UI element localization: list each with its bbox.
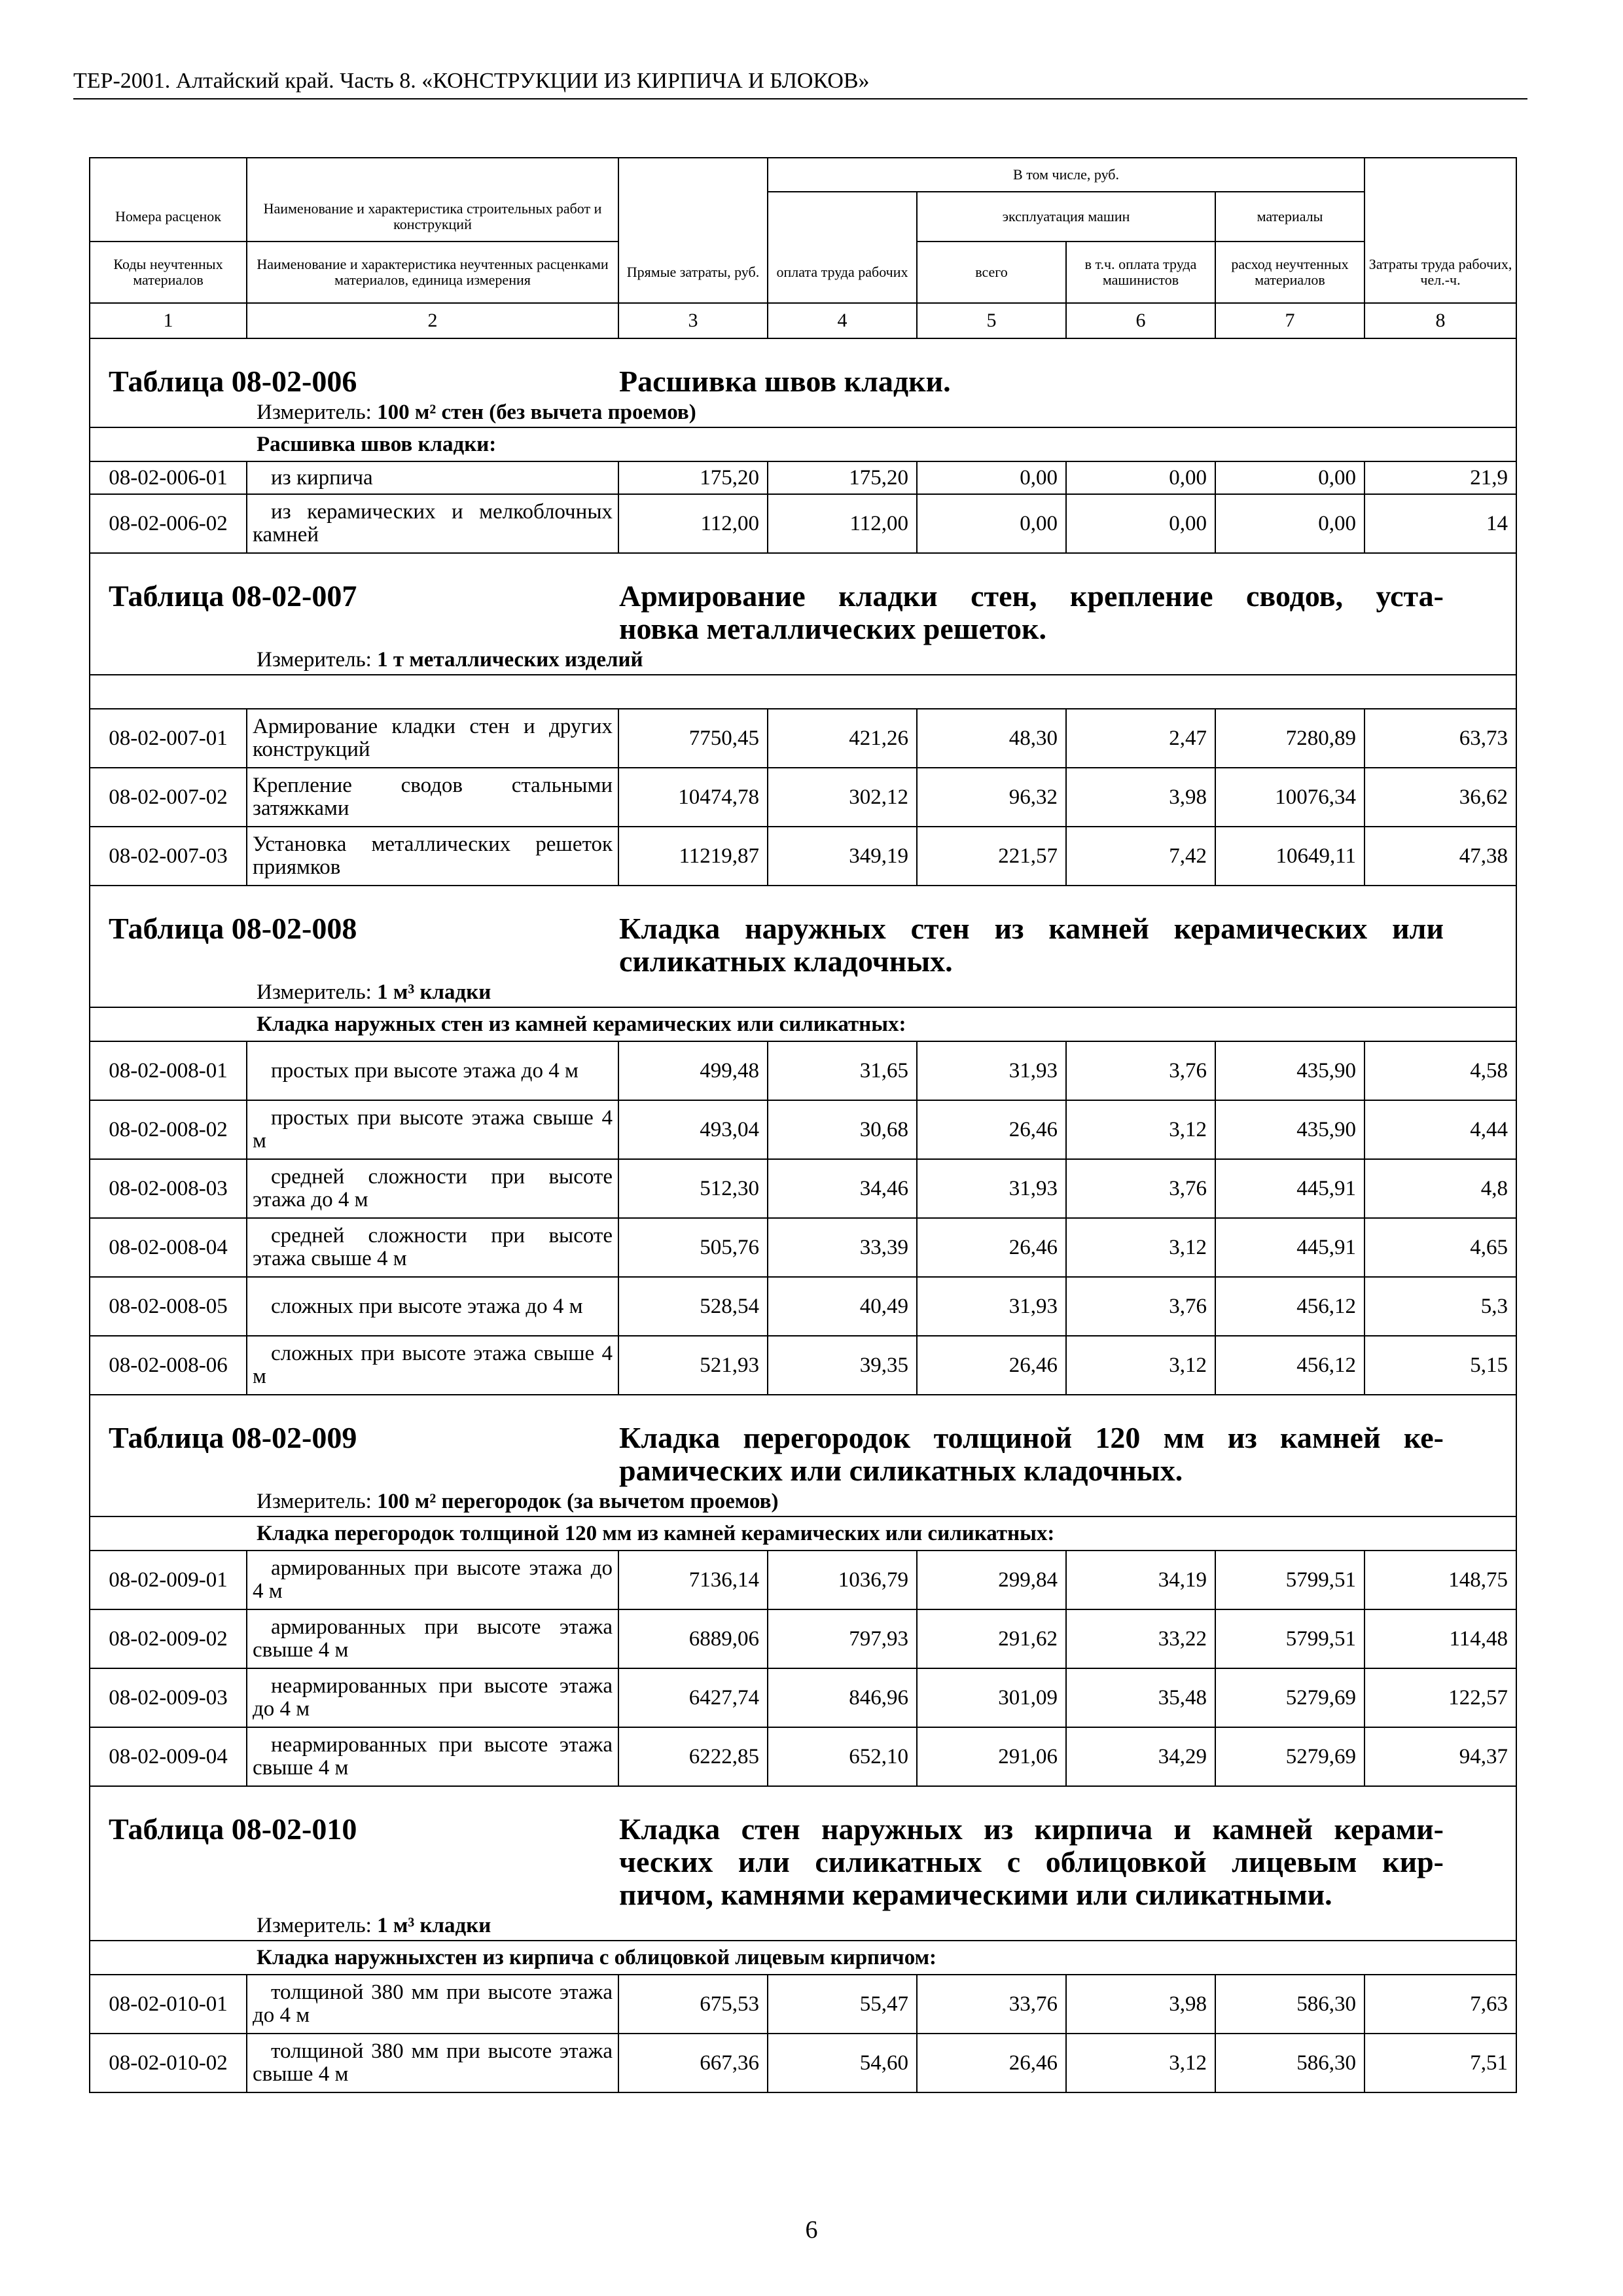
table-title-line: Кладка наружных стен из камней керамических или [619, 912, 1444, 945]
cost-value: 34,19 [1066, 1551, 1215, 1609]
cost-value: 10474,78 [618, 768, 768, 827]
cost-value: 6427,74 [618, 1668, 768, 1727]
cost-value: 31,65 [768, 1041, 917, 1100]
rates-table [89, 157, 1517, 2093]
cost-value: 148,75 [1364, 1551, 1516, 1609]
cost-value: 4,58 [1364, 1041, 1516, 1100]
work-name: сложных при высоте этажа свыше 4 м [247, 1336, 618, 1395]
table-title-line: пичом, камнями керамическими или силикатными. [619, 1878, 1332, 1911]
measure-prefix: Измеритель: [257, 980, 378, 1004]
cost-value: 21,9 [1364, 461, 1516, 494]
col-num: 1 [90, 303, 247, 338]
table-row [90, 1100, 1516, 1159]
table-title-line: Кладка перегородок толщиной 120 мм из камней ке- [619, 1421, 1444, 1454]
cost-value: 521,93 [618, 1336, 768, 1395]
cost-value: 34,46 [768, 1159, 917, 1218]
cost-value: 175,20 [768, 461, 917, 494]
work-name: неармированных при высоте этажа свыше 4 м [247, 1727, 618, 1786]
table-id: Таблица 08-02-007 [109, 579, 357, 613]
work-name: толщиной 380 мм при высоте этажа до 4 м [247, 1975, 618, 2034]
table-row [90, 1336, 1516, 1395]
cost-value: 435,90 [1215, 1041, 1364, 1100]
cost-value: 5,3 [1364, 1277, 1516, 1336]
cost-value: 0,00 [1215, 494, 1364, 553]
cost-value: 34,29 [1066, 1727, 1215, 1786]
cost-value: 445,91 [1215, 1159, 1364, 1218]
cost-value: 31,93 [917, 1041, 1066, 1100]
cost-value: 26,46 [917, 1100, 1066, 1159]
cost-value: 94,37 [1364, 1727, 1516, 1786]
table-row [90, 461, 1516, 494]
col-num: 6 [1066, 303, 1215, 338]
cost-value: 675,53 [618, 1975, 768, 2034]
subheader: Кладка наружныхстен из кирпича с облицовкой лицевым кирпичом: [90, 1941, 1516, 1975]
table-section-header [90, 338, 1516, 427]
table-head [90, 158, 1516, 338]
table-row [90, 768, 1516, 827]
cost-value: 7,51 [1364, 2034, 1516, 2092]
work-name: простых при высоте этажа до 4 м [247, 1041, 618, 1100]
cost-value: 40,49 [768, 1277, 917, 1336]
cost-value: 33,22 [1066, 1609, 1215, 1668]
table-row [90, 1609, 1516, 1668]
measure-line [257, 647, 643, 673]
cost-value: 5799,51 [1215, 1551, 1364, 1609]
rate-code: 08-02-009-01 [90, 1551, 247, 1609]
cost-value: 4,8 [1364, 1159, 1516, 1218]
cost-value: 55,47 [768, 1975, 917, 2034]
direct-header: Прямые затраты, руб. [618, 242, 768, 303]
table-row [90, 1668, 1516, 1727]
cost-value: 505,76 [618, 1218, 768, 1277]
table-title-line: ческих или силикатных с облицовкой лицевым кир- [619, 1845, 1444, 1878]
col-num: 3 [618, 303, 768, 338]
rate-code: 08-02-008-03 [90, 1159, 247, 1218]
cost-value: 528,54 [618, 1277, 768, 1336]
cost-value: 7,63 [1364, 1975, 1516, 2034]
measure-line [257, 979, 491, 1005]
rate-code: 08-02-009-02 [90, 1609, 247, 1668]
measure-line [257, 1488, 778, 1515]
cost-value: 586,30 [1215, 1975, 1364, 2034]
cost-value: 299,84 [917, 1551, 1066, 1609]
cost-value: 2,47 [1066, 709, 1215, 768]
cost-value: 14 [1364, 494, 1516, 553]
table-title-line: Расшивка швов кладки. [619, 365, 951, 398]
table-title [619, 912, 1444, 978]
rate-code: 08-02-008-05 [90, 1277, 247, 1336]
subheader: Кладка наружных стен из камней керамических или силикатных: [90, 1007, 1516, 1041]
table-row [90, 494, 1516, 553]
work-name: неармированных при высоте этажа до 4 м [247, 1668, 618, 1727]
cost-value: 48,30 [917, 709, 1066, 768]
cost-value: 30,68 [768, 1100, 917, 1159]
measure-line [257, 1912, 491, 1939]
table-title-line: новка металлических решеток. [619, 612, 1047, 645]
table-body [90, 338, 1516, 2092]
cost-value: 3,76 [1066, 1041, 1215, 1100]
including-header: В том числе, руб. [768, 158, 1364, 192]
rate-code: 08-02-008-02 [90, 1100, 247, 1159]
cost-value: 36,62 [1364, 768, 1516, 827]
cost-value: 7750,45 [618, 709, 768, 768]
subheader: Расшивка швов кладки: [90, 427, 1516, 461]
table-row [90, 1277, 1516, 1336]
table-id: Таблица 08-02-006 [109, 365, 357, 398]
cost-value: 302,12 [768, 768, 917, 827]
cost-value: 33,39 [768, 1218, 917, 1277]
table-section-header [90, 553, 1516, 675]
cost-value: 301,09 [917, 1668, 1066, 1727]
rate-code: 08-02-008-06 [90, 1336, 247, 1395]
table-row [90, 1159, 1516, 1218]
cost-value: 3,98 [1066, 1975, 1215, 2034]
table-title-line: Армирование кладки стен, крепление сводов, уста- [619, 579, 1444, 613]
cost-value: 10076,34 [1215, 768, 1364, 827]
machines-header: эксплуатация машин [917, 192, 1215, 242]
rate-code: 08-02-008-01 [90, 1041, 247, 1100]
col-num: 2 [247, 303, 618, 338]
cost-value: 0,00 [1215, 461, 1364, 494]
work-name: из керамических и мелкоблочных камней [247, 494, 618, 553]
rate-code: 08-02-008-04 [90, 1218, 247, 1277]
subheader: Кладка перегородок толщиной 120 мм из камней керамических или силикатных: [90, 1516, 1516, 1551]
cost-value: 26,46 [917, 1218, 1066, 1277]
cost-value: 456,12 [1215, 1277, 1364, 1336]
col-num: 7 [1215, 303, 1364, 338]
cost-value: 31,93 [917, 1159, 1066, 1218]
cost-value: 5279,69 [1215, 1668, 1364, 1727]
cost-value: 63,73 [1364, 709, 1516, 768]
cost-value: 0,00 [917, 494, 1066, 553]
table-row [90, 1727, 1516, 1786]
measure-prefix: Измеритель: [257, 1490, 378, 1513]
work-name: простых при высоте этажа свыше 4 м [247, 1100, 618, 1159]
cost-value: 421,26 [768, 709, 917, 768]
cost-value: 3,12 [1066, 1100, 1215, 1159]
cost-value: 33,76 [917, 1975, 1066, 2034]
cost-value: 3,12 [1066, 1336, 1215, 1395]
cost-value: 5279,69 [1215, 1727, 1364, 1786]
rate-code: 08-02-007-01 [90, 709, 247, 768]
work-name: Армирование кладки стен и других конструкций [247, 709, 618, 768]
measure-prefix: Измеритель: [257, 648, 378, 672]
table-row [90, 709, 1516, 768]
measure-value: 1 м³ кладки [377, 980, 491, 1004]
cost-value: 39,35 [768, 1336, 917, 1395]
incl-op-header: в т.ч. оплата труда машинистов [1066, 242, 1215, 303]
cost-value: 3,12 [1066, 1218, 1215, 1277]
total-header: всего [917, 242, 1066, 303]
cost-value: 31,93 [917, 1277, 1066, 1336]
cost-value: 499,48 [618, 1041, 768, 1100]
work-name: сложных при высоте этажа до 4 м [247, 1277, 618, 1336]
cost-value: 435,90 [1215, 1100, 1364, 1159]
cost-value: 349,19 [768, 827, 917, 886]
cost-value: 6889,06 [618, 1609, 768, 1668]
cost-value: 652,10 [768, 1727, 917, 1786]
table-row [90, 1041, 1516, 1100]
work-name: из кирпича [247, 461, 618, 494]
cost-value: 35,48 [1066, 1668, 1215, 1727]
cost-value: 4,44 [1364, 1100, 1516, 1159]
cost-value: 0,00 [917, 461, 1066, 494]
table-section-header [90, 1786, 1516, 1941]
cost-value: 7280,89 [1215, 709, 1364, 768]
work-name: Установка металлических решеток приямков [247, 827, 618, 886]
rate-code: 08-02-007-02 [90, 768, 247, 827]
cost-value: 667,36 [618, 2034, 768, 2092]
col-num: 8 [1364, 303, 1516, 338]
cost-value: 7136,14 [618, 1551, 768, 1609]
cost-value: 3,98 [1066, 768, 1215, 827]
cost-value: 175,20 [618, 461, 768, 494]
labor-header: оплата труда рабочих [768, 242, 917, 303]
labor-cost-header: Затраты труда рабочих, чел.-ч. [1364, 242, 1516, 303]
materials-header: материалы [1215, 192, 1364, 242]
cost-value: 5,15 [1364, 1336, 1516, 1395]
codes-header: Номера расценок [90, 192, 247, 242]
rate-code: 08-02-009-03 [90, 1668, 247, 1727]
cost-value: 586,30 [1215, 2034, 1364, 2092]
cost-value: 493,04 [618, 1100, 768, 1159]
cost-value: 3,76 [1066, 1277, 1215, 1336]
measure-line [257, 399, 696, 425]
table-title [619, 580, 1444, 645]
cost-value: 0,00 [1066, 494, 1215, 553]
cost-value: 112,00 [768, 494, 917, 553]
table-row [90, 1975, 1516, 2034]
cost-value: 3,76 [1066, 1159, 1215, 1218]
measure-value: 100 м² перегородок (за вычетом проемов) [377, 1490, 779, 1513]
work-name: армированных при высоте этажа свыше 4 м [247, 1609, 618, 1668]
cost-value: 797,93 [768, 1609, 917, 1668]
cost-value: 112,00 [618, 494, 768, 553]
cost-value: 11219,87 [618, 827, 768, 886]
table-title-line: силикатных кладочных. [619, 944, 953, 978]
cost-value: 114,48 [1364, 1609, 1516, 1668]
work-name: средней сложности при высоте этажа свыше 4 м [247, 1218, 618, 1277]
cost-value: 26,46 [917, 1336, 1066, 1395]
cost-value: 1036,79 [768, 1551, 917, 1609]
cost-value: 221,57 [917, 827, 1066, 886]
table-title [619, 365, 1444, 398]
codes2-header: Коды неучтенных материалов [90, 242, 247, 303]
col-num: 4 [768, 303, 917, 338]
name-header: Наименование и характеристика строительных работ и конструкций [247, 192, 618, 242]
work-name: Крепление сводов стальными затяжками [247, 768, 618, 827]
cost-value: 7,42 [1066, 827, 1215, 886]
cost-value: 26,46 [917, 2034, 1066, 2092]
cost-value: 0,00 [1066, 461, 1215, 494]
table-id: Таблица 08-02-008 [109, 912, 357, 945]
rate-code: 08-02-007-03 [90, 827, 247, 886]
cost-value: 456,12 [1215, 1336, 1364, 1395]
rate-code: 08-02-010-02 [90, 2034, 247, 2092]
cost-value: 512,30 [618, 1159, 768, 1218]
table-row [90, 2034, 1516, 2092]
table-row [90, 827, 1516, 886]
cost-value: 445,91 [1215, 1218, 1364, 1277]
cost-value: 6222,85 [618, 1727, 768, 1786]
cost-value: 4,65 [1364, 1218, 1516, 1277]
cost-value: 846,96 [768, 1668, 917, 1727]
col-num: 5 [917, 303, 1066, 338]
table-row [90, 1218, 1516, 1277]
measure-value: 100 м² стен (без вычета проемов) [377, 401, 696, 424]
table-section-header [90, 1395, 1516, 1516]
name2-header: Наименование и характеристика неучтенных расценками материалов, единица измерения [247, 242, 618, 303]
measure-value: 1 т металлических изделий [377, 648, 643, 672]
work-name: толщиной 380 мм при высоте этажа свыше 4 м [247, 2034, 618, 2092]
table-title [619, 1813, 1444, 1911]
subheader [90, 675, 1516, 709]
measure-value: 1 м³ кладки [377, 1914, 491, 1937]
cost-value: 47,38 [1364, 827, 1516, 886]
cost-value: 54,60 [768, 2034, 917, 2092]
work-name: армированных при высоте этажа до 4 м [247, 1551, 618, 1609]
table-title-line: Кладка стен наружных из кирпича и камней керами- [619, 1812, 1444, 1846]
cost-value: 10649,11 [1215, 827, 1364, 886]
cost-value: 3,12 [1066, 2034, 1215, 2092]
unaccounted-header: расход неучтенных материалов [1215, 242, 1364, 303]
table-id: Таблица 08-02-010 [109, 1812, 357, 1846]
rate-code: 08-02-006-02 [90, 494, 247, 553]
cost-value: 122,57 [1364, 1668, 1516, 1727]
table-title-line: рамических или силикатных кладочных. [619, 1454, 1183, 1487]
rate-code: 08-02-006-01 [90, 461, 247, 494]
cost-value: 291,06 [917, 1727, 1066, 1786]
table-id: Таблица 08-02-009 [109, 1421, 357, 1454]
measure-prefix: Измеритель: [257, 1914, 378, 1937]
cost-value: 291,62 [917, 1609, 1066, 1668]
page-number: 6 [805, 2216, 818, 2244]
table-section-header [90, 886, 1516, 1007]
cost-value: 5799,51 [1215, 1609, 1364, 1668]
work-name: средней сложности при высоте этажа до 4 м [247, 1159, 618, 1218]
page-header: ТЕР-2001. Алтайский край. Часть 8. «КОНСТРУКЦИИ ИЗ КИРПИЧА И БЛОКОВ» [73, 68, 1527, 99]
rate-code: 08-02-010-01 [90, 1975, 247, 2034]
measure-prefix: Измеритель: [257, 401, 378, 424]
cost-value: 96,32 [917, 768, 1066, 827]
rate-code: 08-02-009-04 [90, 1727, 247, 1786]
table-title [619, 1422, 1444, 1487]
table-row [90, 1551, 1516, 1609]
